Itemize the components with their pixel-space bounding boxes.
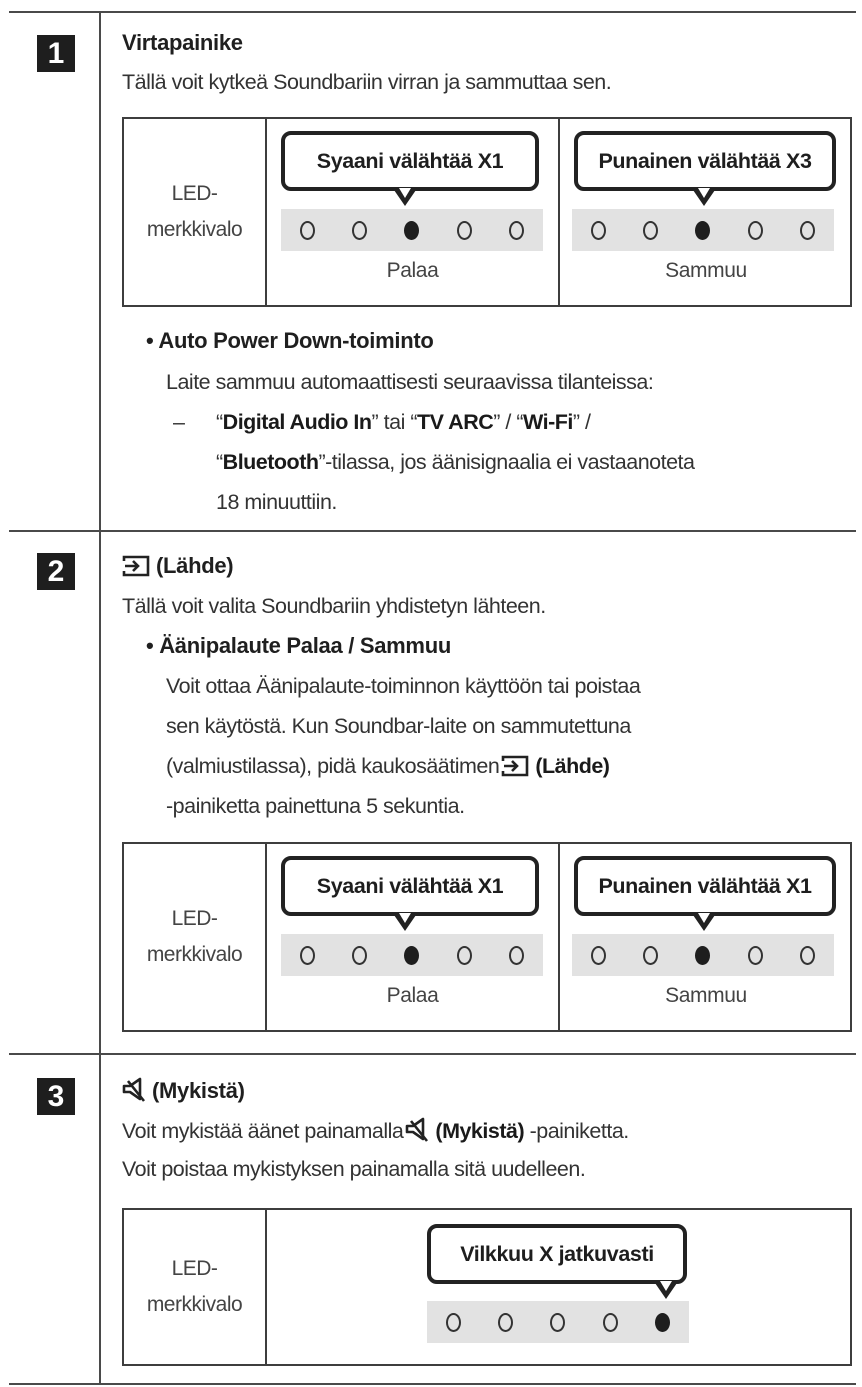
- led-dot-off: [748, 221, 763, 240]
- led-dot-off: [352, 221, 367, 240]
- led-dot-off: [748, 946, 763, 965]
- led-dot-on: [404, 946, 419, 965]
- callout-text: Punainen välähtää X1: [598, 873, 812, 898]
- led-dot-off: [603, 1313, 618, 1332]
- bullet-line2: sen käytöstä. Kun Soundbar-laite on sammutettuna: [166, 714, 631, 738]
- state-label: Sammuu: [665, 259, 747, 282]
- section-title-power-button: Virtapainike: [122, 30, 243, 55]
- section-title-text: (Lähde): [156, 553, 234, 578]
- callout-text: Vilkkuu X jatkuvasti: [460, 1241, 654, 1266]
- dash-item-line1: “Digital Audio In” tai “TV ARC” / “Wi-Fi” /: [216, 410, 591, 434]
- led-dot-off: [300, 946, 315, 965]
- section-title-mute: [122, 1077, 245, 1104]
- input-source-icon: [501, 755, 529, 775]
- led-strip: [281, 209, 543, 251]
- led-dot-off: [643, 946, 658, 965]
- led-indicator-table: [122, 842, 852, 1032]
- bullet-intro: Laite sammuu automaattisesti seuraavissa tilanteissa:: [166, 370, 654, 394]
- top-rule: [9, 11, 856, 13]
- led-state-blinking: [265, 1210, 850, 1364]
- led-label-line1: LED-: [171, 1257, 218, 1280]
- led-dot-off: [800, 221, 815, 240]
- section-number-badge-2: 2: [37, 553, 75, 590]
- section-title-source: [122, 553, 233, 579]
- led-dot-off: [509, 221, 524, 240]
- bullet-line3: (valmiustilassa), pidä kaukosäätimen (Lähde): [166, 754, 610, 778]
- led-indicator-table: [122, 1208, 852, 1366]
- led-dot-off: [591, 946, 606, 965]
- dash-item-line2: “Bluetooth”-tilassa, jos äänisignaalia ei vastaanoteta: [216, 450, 695, 474]
- led-label: [124, 1210, 267, 1364]
- led-dot-off: [550, 1313, 565, 1332]
- led-dot-on: [404, 221, 419, 240]
- dash-item-line3: 18 minuuttiin.: [216, 490, 337, 514]
- led-dot-off: [643, 221, 658, 240]
- led-dot-off: [300, 221, 315, 240]
- bullet-title-auto-power-down: • Auto Power Down-toiminto: [146, 328, 434, 353]
- led-dot-on: [695, 946, 710, 965]
- section-divider-2: [9, 530, 856, 532]
- state-label: Palaa: [386, 259, 439, 282]
- led-state-off: [558, 119, 852, 305]
- led-dot-on: [695, 221, 710, 240]
- bottom-rule: [9, 1383, 856, 1385]
- led-strip: [427, 1301, 689, 1343]
- led-dot-off: [498, 1313, 513, 1332]
- led-label-line1: LED-: [171, 907, 218, 930]
- led-label-line2: merkkivalo: [146, 1293, 243, 1316]
- led-label-line2: merkkivalo: [146, 218, 243, 241]
- led-state-off: [558, 844, 852, 1030]
- led-label-line2: merkkivalo: [146, 943, 243, 966]
- callout-text: Punainen välähtää X3: [598, 148, 812, 173]
- led-dot-off: [509, 946, 524, 965]
- bullet-line4: -painiketta painettuna 5 sekuntia.: [166, 794, 465, 818]
- led-dot-off: [457, 221, 472, 240]
- dash-marker: –: [173, 410, 185, 434]
- section-description: Tällä voit valita Soundbariin yhdistetyn lähteen.: [122, 594, 546, 618]
- led-dot-off: [591, 221, 606, 240]
- led-state-on: [265, 119, 560, 305]
- state-label: Sammuu: [665, 984, 747, 1007]
- column-divider: [99, 11, 101, 1385]
- mute-line1: Voit mykistää äänet painamalla (Mykistä) -painiketta.: [122, 1119, 629, 1143]
- led-dot-off: [457, 946, 472, 965]
- led-label: [124, 844, 267, 1030]
- bullet-line1: Voit ottaa Äänipalaute-toiminnon käyttöön tai poistaa: [166, 674, 641, 698]
- mute-icon: [405, 1117, 431, 1143]
- input-source-icon: [122, 555, 150, 575]
- bullet-title-sound-feedback: • Äänipalaute Palaa / Sammuu: [146, 633, 451, 658]
- led-label: [124, 119, 267, 305]
- bullet-title-text: Auto Power Down-toiminto: [158, 328, 434, 353]
- led-strip: [572, 934, 834, 976]
- callout-bubble: [281, 856, 539, 916]
- section-divider-3: [9, 1053, 856, 1055]
- led-dot-off: [800, 946, 815, 965]
- section-number-badge-3: 3: [37, 1078, 75, 1115]
- led-dot-off: [446, 1313, 461, 1332]
- led-dot-on: [655, 1313, 670, 1332]
- callout-text: Syaani välähtää X1: [316, 873, 504, 898]
- section-title-text: (Mykistä): [152, 1078, 245, 1103]
- callout-bubble: [427, 1224, 687, 1284]
- callout-bubble: [574, 131, 836, 191]
- section-description: Tällä voit kytkeä Soundbariin virran ja sammuttaa sen.: [122, 70, 612, 94]
- led-strip: [572, 209, 834, 251]
- led-indicator-table: [122, 117, 852, 307]
- state-label: Palaa: [386, 984, 439, 1007]
- mute-icon: [122, 1077, 148, 1103]
- led-state-on: [265, 844, 560, 1030]
- callout-text: Syaani välähtää X1: [316, 148, 504, 173]
- bullet-title-text: Äänipalaute Palaa / Sammuu: [159, 633, 451, 658]
- callout-bubble: [574, 856, 836, 916]
- section-number-badge-1: 1: [37, 35, 75, 72]
- callout-bubble: [281, 131, 539, 191]
- led-strip: [281, 934, 543, 976]
- mute-line2: Voit poistaa mykistyksen painamalla sitä uudelleen.: [122, 1157, 586, 1181]
- led-dot-off: [352, 946, 367, 965]
- led-label-line1: LED-: [171, 182, 218, 205]
